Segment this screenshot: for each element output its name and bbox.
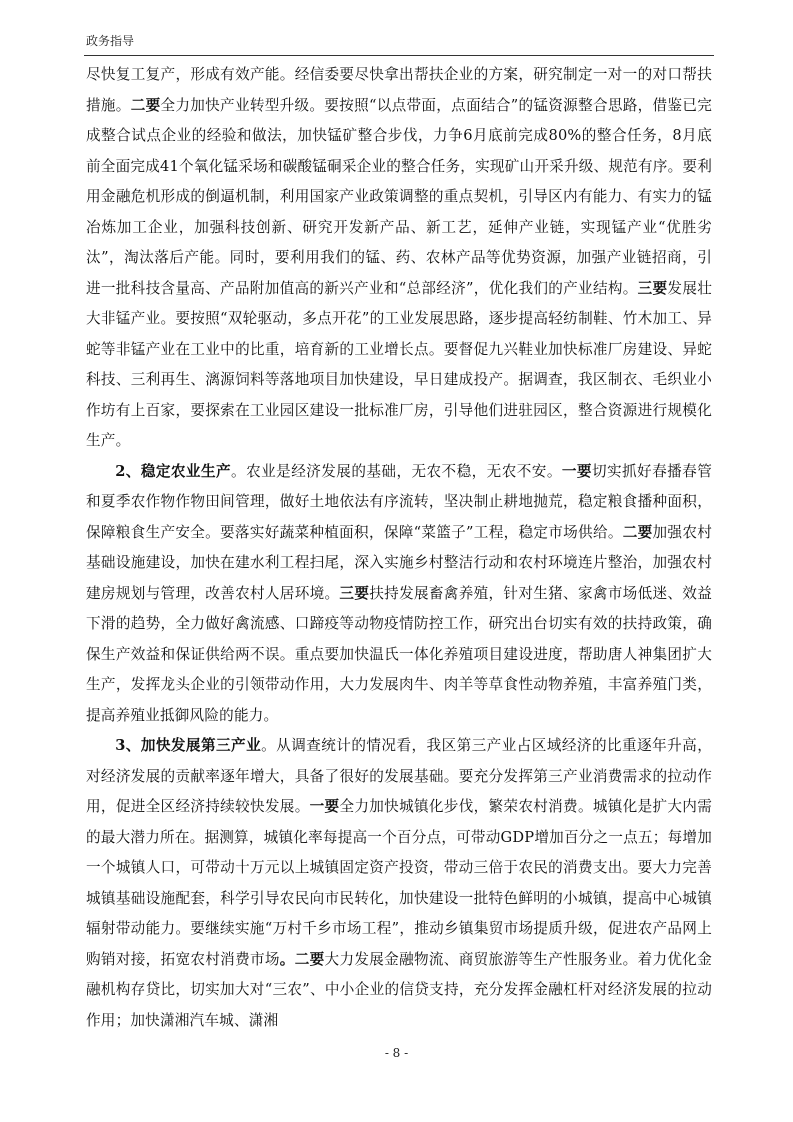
paragraph-2-keyword-5: 二要 xyxy=(622,523,653,541)
paragraph-1-text-5: 发展壮大非锰产业。要按照“双轮驱动，多点开花”的工业发展思路，逐步提高轻纺制鞋、竹木加工、异蛇等非锰产业在工业中的比重，培育新的工业增长点。要督促九兴鞋业加快标准厂房建设、异蛇科技、三利再生、漓源饲料等落地项目加快建设，早日建成投产。据调查，我区制衣、毛织业小作坊有上百家，要探索在工业园区建设一批标准厂房，引导他们进驻园区，整合资源进行规模化生产。 xyxy=(86,279,712,450)
paragraph-3-keyword-3: 一要 xyxy=(309,798,340,816)
running-header: 政务指导 xyxy=(86,34,135,48)
paragraph-3-keyword-5: 。二要 xyxy=(279,950,325,968)
page-number: - 8 - xyxy=(384,1046,409,1060)
paragraph-2-text-2: 。农业是经济发展的基础，无农不稳，无农不安。 xyxy=(231,462,562,480)
paragraph-3-heading: 3、加快发展第三产业 xyxy=(115,737,262,755)
header-divider xyxy=(84,55,714,56)
paragraph-2-heading: 2、稳定农业生产 xyxy=(115,462,232,480)
paragraph-1 xyxy=(86,60,712,457)
paragraph-1-keyword-2: 二要 xyxy=(130,96,161,114)
paragraph-2-text-6: 加强农村基础设施建设，加快在建水利工程扫尾，深入实施乡村整洁行动和农村环境连片整治，加强农村建房规划与管理，改善农村人居环境。 xyxy=(86,523,713,602)
paragraph-3-text-6: 大力发展金融物流、商贸旅游等生产性服务业。着力优化金融机构存贷比，切实加大对“三农”、中小企业的信贷支持，充分发挥金融杠杆对经济发展的拉动作用；加快潇湘汽车城、潇湘 xyxy=(86,950,713,1029)
paragraph-2-text-8: 扶持发展畜禽养殖，针对生猪、家禽市场低迷、效益下滑的趋势，全力做好禽流感、口蹄疫等动物疫情防控工作，研究出台切实有效的扶持政策，确保生产效益和保证供给两不误。重点要加快温氏一体化养殖项目建设进度，帮助唐人神集团扩大生产，发挥龙头企业的引领带动作用，大力发展肉牛、肉羊等草食性动物养殖，丰富养殖门类，提高养殖业抵御风险的能力。 xyxy=(86,584,712,724)
paragraph-3 xyxy=(86,731,712,1036)
paragraph-3-text-4: 全力加快城镇化步伐，繁荣农村消费。城镇化是扩大内需的最大潜力所在。据测算，城镇化率每提高一个百分点，可带动GDP增加百分之一点五；每增加一个城镇人口，可带动十万元以上城镇固定资产投资，带动三倍于农民的消费支出。要大力完善城镇基础设施配套，科学引导农民向市民转化，加快建设一批特色鲜明的小城镇，提高中心城镇辐射带动能力。要继续实施“万村千乡市场工程”，推动乡镇集贸市场提质升级，促进农产品网上购销对接，拓宽农村消费市场 xyxy=(86,798,712,968)
paragraph-2-keyword-3: 一要 xyxy=(561,462,592,480)
paragraph-2-text-4: 切实抓好春播春管和夏季农作物作物田间管理，做好土地依法有序流转，坚决制止耕地抛荒，稳定粮食播种面积，保障粮食生产安全。要落实好蔬菜种植面积，保障“菜篮子”工程，稳定市场供给。 xyxy=(86,462,712,541)
paragraph-1-keyword-4: 三要 xyxy=(637,279,668,297)
document-body xyxy=(86,60,712,1037)
paragraph-2-keyword-7: 三要 xyxy=(339,584,370,602)
paragraph-3-text-2: 。从调查统计的情况看，我区第三产业占区域经济的比重逐年升高，对经济发展的贡献率逐年增大，具备了很好的发展基础。要充分发挥第三产业消费需求的拉动作用，促进全区经济持续较快发展。 xyxy=(86,737,712,816)
paragraph-1-text-1: 尽快复工复产，形成有效产能。经信委要尽快拿出帮扶企业的方案，研究制定一对一的对口帮扶措施。 xyxy=(86,66,712,114)
paragraph-1-text-3: 全力加快产业转型升级。要按照“以点带面，点面结合”的锰资源整合思路，借鉴已完成整合试点企业的经验和做法，加快锰矿整合步伐，力争6月底前完成80%的整合任务，8月底前全面完成41个氧化锰采场和碳酸锰硐采企业的整合任务，实现矿山开采升级、规范有序。要利用金融危机形成的倒逼机制，利用国家产业政策调整的重点契机，引导区内有能力、有实力的锰冶炼加工企业，加强科技创新、研究开发新产品、新工艺，延伸产业链，实现锰产业“优胜劣汰”，淘汰落后产能。同时，要利用我们的锰、药、农林产品等优势资源，加强产业链招商，引进一批科技含量高、产品附加值高的新兴产业和“总部经济”，优化我们的产业结构。 xyxy=(86,96,713,297)
paragraph-2 xyxy=(86,457,712,732)
